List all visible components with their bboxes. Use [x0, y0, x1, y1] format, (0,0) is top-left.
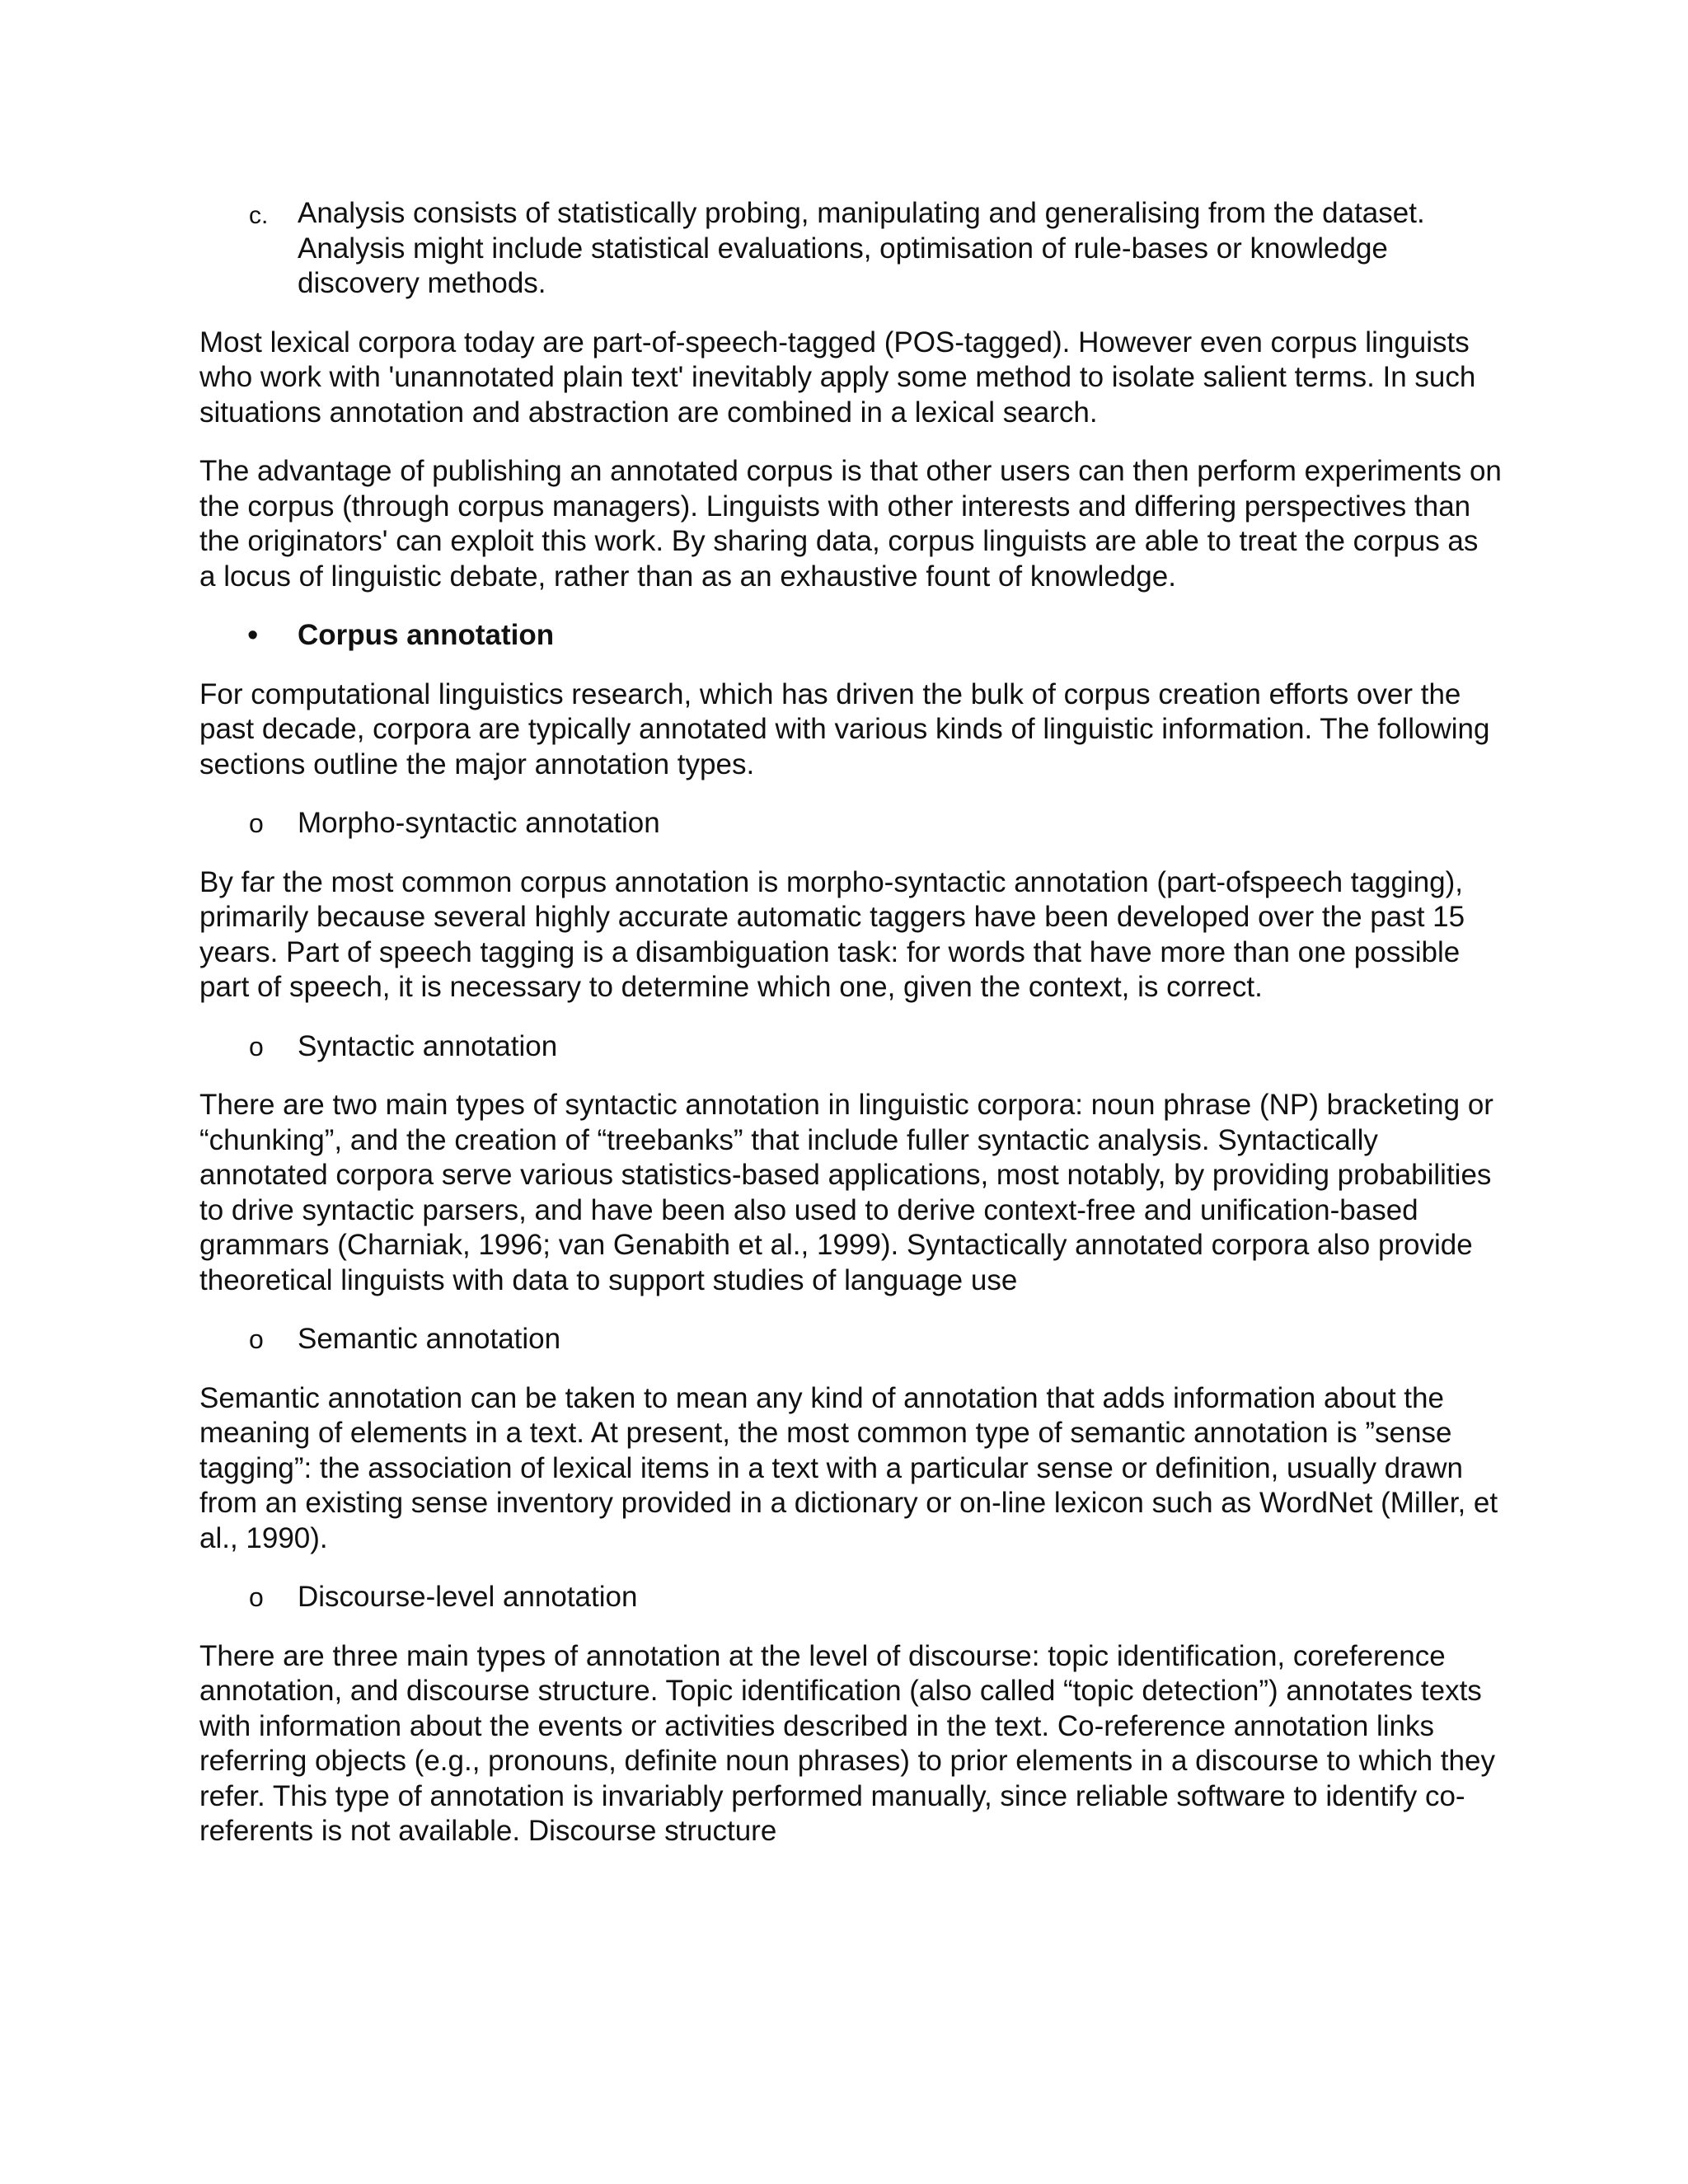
- list-item-c: [199, 196, 1502, 302]
- circle-bullet-icon: o: [249, 1031, 264, 1062]
- heading-discourse: [199, 1580, 1502, 1615]
- bullet-icon: •: [247, 618, 259, 653]
- paragraph-morpho: By far the most common corpus annotation is morpho-syntactic annotation (part-ofspeech tagging), primarily because several highly accurate automatic taggers have been developed over the past 15 years. Part of speech tagging is a disambiguation task: for words that have more than one possible part of speech, it is necessary to determine which one, given the context, is correct.: [199, 865, 1465, 1003]
- heading-semantic: [199, 1322, 1502, 1357]
- heading-morpho-syntactic: [199, 806, 1502, 841]
- list-item-text: Analysis consists of statistically probing, manipulating and generalising from the dataset. Analysis might include statistical evaluations, optimisation of rule-bases or knowledge discovery methods.: [298, 197, 1425, 299]
- paragraph-advantage: The advantage of publishing an annotated corpus is that other users can then perform experiments on the corpus (through corpus managers). Linguists with other interests and differing perspectives than the originators' can exploit this work. By sharing data, corpus linguists are able to treat the corpus as a locus of linguistic debate, rather than as an exhaustive fount of knowledge.: [199, 455, 1502, 593]
- heading-text: Discourse-level annotation: [298, 1581, 638, 1613]
- paragraph-pos-tagged: Most lexical corpora today are part-of-speech-tagged (POS-tagged). However even corpus linguists who work with 'unannotated plain text' inevitably apply some method to isolate salient terms. In such situations annotation and abstraction are combined in a lexical search.: [199, 326, 1476, 429]
- paragraph-discourse: There are three main types of annotation at the level of discourse: topic identification, coreference annotation, and discourse structure. Topic identification (also called “topic detection”) annotates texts with information about the events or activities described in the text. Co-reference annotation links referring objects (e.g., pronouns, definite noun phrases) to prior elements in a discourse to which they refer. This type of annotation is invariably performed manually, since reliable software to identify co-referents is not available. Discourse structure: [199, 1639, 1495, 1847]
- circle-bullet-icon: o: [249, 1324, 264, 1354]
- list-marker: c.: [249, 202, 269, 229]
- heading-text: Syntactic annotation: [298, 1029, 558, 1062]
- paragraph-syntactic: There are two main types of syntactic annotation in linguistic corpora: noun phrase (NP) bracketing or “chunking”, and the creation of “treebanks” that include fuller syntactic analysis. Syntactically annotated corpora serve various statistics-based applications, most notably, by providing probabilities to drive syntactic parsers, and have been also used to derive context-free and unification-based grammars (Charniak, 1996; van Genabith et al., 1999). Syntactically annotated corpora also provide theoretical linguists with data to support studies of language use: [199, 1089, 1493, 1296]
- heading-text: Corpus annotation: [298, 619, 555, 651]
- heading-syntactic: [199, 1029, 1502, 1065]
- circle-bullet-icon: o: [249, 808, 264, 838]
- heading-text: Semantic annotation: [298, 1323, 561, 1355]
- paragraph-semantic: Semantic annotation can be taken to mean any kind of annotation that adds information about the meaning of elements in a text. At present, the most common type of semantic annotation is ”sense tagging”: the association of lexical items in a text with a particular sense or definition, usually drawn from an existing sense inventory provided in a dictionary or on-line lexicon such as WordNet (Miller, et al., 1990).: [199, 1381, 1498, 1554]
- document-page: [199, 196, 1502, 1873]
- heading-corpus-annotation: [199, 618, 1502, 654]
- paragraph-computational: For computational linguistics research, which has driven the bulk of corpus creation efforts over the past decade, corpora are typically annotated with various kinds of linguistic information. The following sections outline the major annotation types.: [199, 677, 1490, 780]
- heading-text: Morpho-syntactic annotation: [298, 807, 660, 839]
- circle-bullet-icon: o: [249, 1582, 264, 1612]
